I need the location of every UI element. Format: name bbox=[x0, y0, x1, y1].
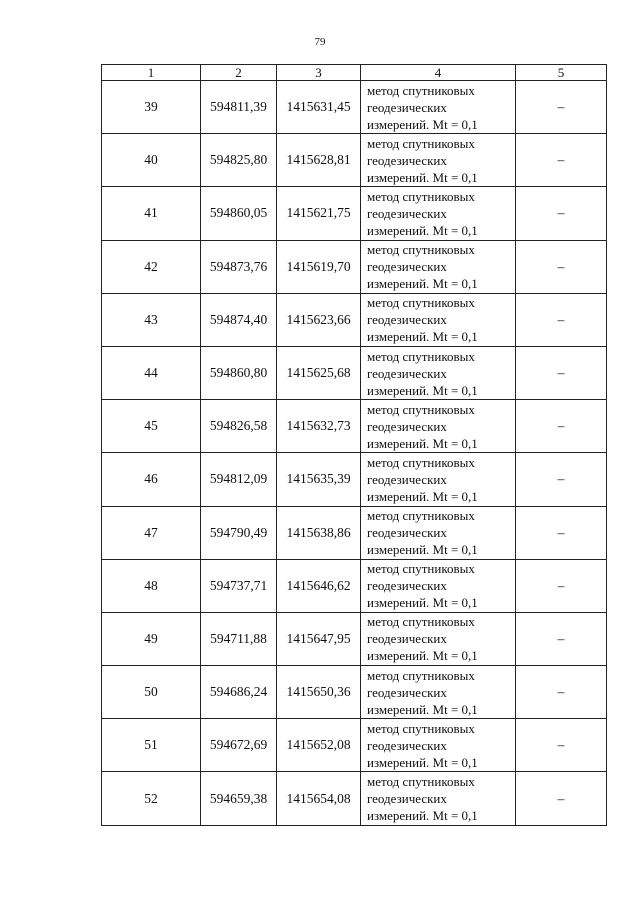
y-coordinate-cell: 1415621,75 bbox=[277, 187, 361, 240]
point-number-cell: 40 bbox=[102, 134, 201, 187]
x-coordinate-cell: 594826,58 bbox=[201, 400, 277, 453]
x-coordinate-cell: 594659,38 bbox=[201, 772, 277, 825]
table-row bbox=[102, 293, 607, 346]
y-coordinate-cell: 1415654,08 bbox=[277, 772, 361, 825]
point-number-cell: 43 bbox=[102, 293, 201, 346]
table-row bbox=[102, 559, 607, 612]
table-row bbox=[102, 346, 607, 399]
y-coordinate-cell: 1415650,36 bbox=[277, 666, 361, 719]
method-cell bbox=[361, 187, 516, 240]
method-line-1: метод спутниковых bbox=[367, 82, 475, 98]
method-line-2: геодезических bbox=[367, 418, 447, 434]
method-line-3: измерений. Mt = 0,1 bbox=[367, 648, 478, 664]
note-cell: – bbox=[516, 346, 607, 399]
point-number-cell: 48 bbox=[102, 559, 201, 612]
method-line-3: измерений. Mt = 0,1 bbox=[367, 808, 478, 824]
x-coordinate-cell: 594873,76 bbox=[201, 240, 277, 293]
point-number-cell: 52 bbox=[102, 772, 201, 825]
method-cell bbox=[361, 81, 516, 134]
method-cell bbox=[361, 293, 516, 346]
method-cell bbox=[361, 346, 516, 399]
method-cell bbox=[361, 400, 516, 453]
method-line-2: геодезических bbox=[367, 631, 447, 647]
method-line-2: геодезических bbox=[367, 578, 447, 594]
point-number-cell: 46 bbox=[102, 453, 201, 506]
note-cell: – bbox=[516, 134, 607, 187]
coordinates-table bbox=[101, 64, 607, 826]
note-cell: – bbox=[516, 81, 607, 134]
x-coordinate-cell: 594790,49 bbox=[201, 506, 277, 559]
method-cell bbox=[361, 666, 516, 719]
method-line-3: измерений. Mt = 0,1 bbox=[367, 595, 478, 611]
method-line-2: геодезических bbox=[367, 791, 447, 807]
table-header-row bbox=[102, 65, 607, 81]
column-header-3: 3 bbox=[277, 65, 361, 81]
method-line-1: метод спутниковых bbox=[367, 188, 475, 204]
method-line-2: геодезических bbox=[367, 737, 447, 753]
table-row bbox=[102, 666, 607, 719]
note-cell: – bbox=[516, 666, 607, 719]
x-coordinate-cell: 594825,80 bbox=[201, 134, 277, 187]
method-line-1: метод спутниковых bbox=[367, 720, 475, 736]
note-cell: – bbox=[516, 772, 607, 825]
table-row bbox=[102, 453, 607, 506]
y-coordinate-cell: 1415647,95 bbox=[277, 612, 361, 665]
method-cell bbox=[361, 453, 516, 506]
method-cell bbox=[361, 719, 516, 772]
method-cell bbox=[361, 240, 516, 293]
y-coordinate-cell: 1415652,08 bbox=[277, 719, 361, 772]
note-cell: – bbox=[516, 453, 607, 506]
method-line-1: метод спутниковых bbox=[367, 667, 475, 683]
y-coordinate-cell: 1415638,86 bbox=[277, 506, 361, 559]
method-line-1: метод спутниковых bbox=[367, 295, 475, 311]
method-line-3: измерений. Mt = 0,1 bbox=[367, 276, 478, 292]
method-cell bbox=[361, 559, 516, 612]
method-cell bbox=[361, 612, 516, 665]
method-line-3: измерений. Mt = 0,1 bbox=[367, 382, 478, 398]
column-header-1: 1 bbox=[102, 65, 201, 81]
x-coordinate-cell: 594711,88 bbox=[201, 612, 277, 665]
method-line-1: метод спутниковых bbox=[367, 454, 475, 470]
y-coordinate-cell: 1415619,70 bbox=[277, 240, 361, 293]
point-number-cell: 47 bbox=[102, 506, 201, 559]
point-number-cell: 41 bbox=[102, 187, 201, 240]
method-line-2: геодезических bbox=[367, 312, 447, 328]
table-row bbox=[102, 772, 607, 825]
method-line-2: геодезических bbox=[367, 684, 447, 700]
page-number: 79 bbox=[314, 36, 326, 48]
method-line-3: измерений. Mt = 0,1 bbox=[367, 488, 478, 504]
point-number-cell: 49 bbox=[102, 612, 201, 665]
method-cell bbox=[361, 772, 516, 825]
table-row bbox=[102, 400, 607, 453]
note-cell: – bbox=[516, 612, 607, 665]
method-line-3: измерений. Mt = 0,1 bbox=[367, 116, 478, 132]
table-row bbox=[102, 187, 607, 240]
column-header-4: 4 bbox=[361, 65, 516, 81]
method-line-2: геодезических bbox=[367, 365, 447, 381]
method-line-3: измерений. Mt = 0,1 bbox=[367, 222, 478, 238]
x-coordinate-cell: 594737,71 bbox=[201, 559, 277, 612]
x-coordinate-cell: 594874,40 bbox=[201, 293, 277, 346]
method-line-2: геодезических bbox=[367, 471, 447, 487]
table-row bbox=[102, 240, 607, 293]
note-cell: – bbox=[516, 240, 607, 293]
method-line-2: геодезических bbox=[367, 525, 447, 541]
method-line-1: метод спутниковых bbox=[367, 508, 475, 524]
method-line-1: метод спутниковых bbox=[367, 401, 475, 417]
method-line-3: измерений. Mt = 0,1 bbox=[367, 701, 478, 717]
method-line-3: измерений. Mt = 0,1 bbox=[367, 542, 478, 558]
method-line-2: геодезических bbox=[367, 99, 447, 115]
x-coordinate-cell: 594812,09 bbox=[201, 453, 277, 506]
table-row bbox=[102, 719, 607, 772]
note-cell: – bbox=[516, 400, 607, 453]
method-line-3: измерений. Mt = 0,1 bbox=[367, 754, 478, 770]
table-row bbox=[102, 134, 607, 187]
x-coordinate-cell: 594860,80 bbox=[201, 346, 277, 399]
table-row bbox=[102, 81, 607, 134]
method-line-2: геодезических bbox=[367, 152, 447, 168]
y-coordinate-cell: 1415623,66 bbox=[277, 293, 361, 346]
y-coordinate-cell: 1415628,81 bbox=[277, 134, 361, 187]
point-number-cell: 45 bbox=[102, 400, 201, 453]
y-coordinate-cell: 1415646,62 bbox=[277, 559, 361, 612]
note-cell: – bbox=[516, 719, 607, 772]
column-header-5: 5 bbox=[516, 65, 607, 81]
method-line-3: измерений. Mt = 0,1 bbox=[367, 435, 478, 451]
point-number-cell: 42 bbox=[102, 240, 201, 293]
y-coordinate-cell: 1415631,45 bbox=[277, 81, 361, 134]
x-coordinate-cell: 594811,39 bbox=[201, 81, 277, 134]
x-coordinate-cell: 594672,69 bbox=[201, 719, 277, 772]
x-coordinate-cell: 594860,05 bbox=[201, 187, 277, 240]
y-coordinate-cell: 1415635,39 bbox=[277, 453, 361, 506]
method-cell bbox=[361, 134, 516, 187]
method-line-1: метод спутниковых bbox=[367, 561, 475, 577]
method-line-2: геодезических bbox=[367, 259, 447, 275]
note-cell: – bbox=[516, 559, 607, 612]
method-cell bbox=[361, 506, 516, 559]
method-line-2: геодезических bbox=[367, 205, 447, 221]
y-coordinate-cell: 1415625,68 bbox=[277, 346, 361, 399]
method-line-1: метод спутниковых bbox=[367, 348, 475, 364]
note-cell: – bbox=[516, 506, 607, 559]
column-header-2: 2 bbox=[201, 65, 277, 81]
point-number-cell: 39 bbox=[102, 81, 201, 134]
x-coordinate-cell: 594686,24 bbox=[201, 666, 277, 719]
note-cell: – bbox=[516, 293, 607, 346]
method-line-3: измерений. Mt = 0,1 bbox=[367, 169, 478, 185]
method-line-1: метод спутниковых bbox=[367, 135, 475, 151]
point-number-cell: 50 bbox=[102, 666, 201, 719]
method-line-1: метод спутниковых bbox=[367, 614, 475, 630]
y-coordinate-cell: 1415632,73 bbox=[277, 400, 361, 453]
method-line-3: измерений. Mt = 0,1 bbox=[367, 329, 478, 345]
method-line-1: метод спутниковых bbox=[367, 242, 475, 258]
method-line-1: метод спутниковых bbox=[367, 774, 475, 790]
table-body bbox=[102, 81, 607, 826]
note-cell: – bbox=[516, 187, 607, 240]
table-row bbox=[102, 506, 607, 559]
point-number-cell: 51 bbox=[102, 719, 201, 772]
table-row bbox=[102, 612, 607, 665]
point-number-cell: 44 bbox=[102, 346, 201, 399]
